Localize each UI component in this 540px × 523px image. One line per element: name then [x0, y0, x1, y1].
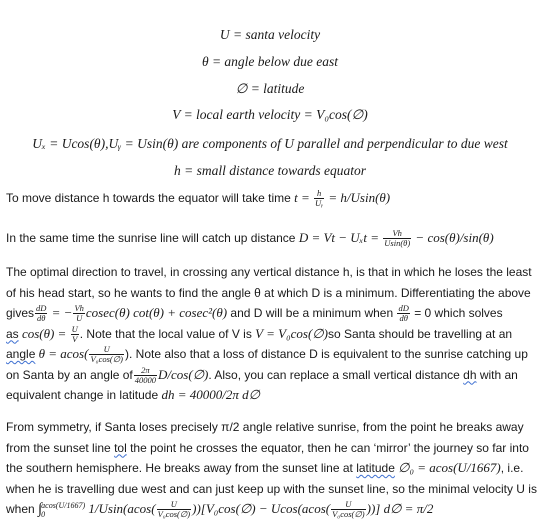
equation-santa-velocity: U = santa velocity [219, 27, 321, 42]
equation-earth-velocity: V = local earth velocity = V₀cos(∅) [172, 107, 368, 122]
fraction-u-over-v0cos-b: $\frac{U}{\text{V₀cos(∅)}}$ [332, 499, 365, 520]
fraction-u-over-v0cos-a: $\frac{U}{\text{V₀cos(∅)}}$ [157, 499, 191, 520]
equation-latitude: ∅ = latitude [235, 81, 305, 96]
fraction-vh-over-usin: $\frac{Vh}{Usin(\theta)}$ [384, 228, 411, 249]
paragraph-distance: In the same time the sunrise line will catch up distance D = Vt − Uₓt = $\frac{Vh}{Usin(\theta)}$ − cos(θ)/sin(θ) [6, 228, 494, 249]
fraction-vh-over-u: $\frac{Vh}{U}$ [74, 303, 84, 324]
equation-components: Uₓ = Ucos(θ),Uᵧ = Usin(θ) are components of U parallel and perpendicular to due west [32, 136, 508, 151]
paragraph-symmetry: From symmetry, if Santa loses precisely π/2 angle relative sunrise, from the point he breaks away from the sunset line tol the point he crosses the equator, then he can ‘mirror’ the journey so far into the southern hemisphere. He breaks away from the sunset line at latitude ∅₀ = acos(U/1667), i.e. when he is travelling due west and can just keep up with the sunset line, so the minimal velocity U is when ∫ acos(U/1667) 0 1/Usin(acos( $\frac{U}{\text{V₀cos(∅)}}$ ))[V₀cos(∅) − Ucos(acos( $\frac{U}{\text{V₀cos(∅)}}$ ))] d∅ = π/2 [6, 420, 537, 520]
fraction-dd-dtheta: $\frac{dD}{d\theta}$ [36, 303, 47, 324]
fraction-u-over-v: $\frac{U}{V}$ [71, 323, 78, 344]
paragraph-optimal-direction: The optimal direction to travel, in crossing any vertical distance h, is that in which he loses the least of his head start, so he wants to find the angle θ at which D is a minimum. Differentiating the above gives $\frac{dD}{d\theta}$ = − $\frac{Vh}{U}$ cosec(θ) cot(θ) + cosec²(θ) and D will be a minimum when $\frac{dD}{d\theta}$ = 0 which solves as cos(θ) = $\frac{U}{V}$ . Note that the local value of V is V = V₀cos(∅)so Santa should be travelling at an angle θ = acos( $\frac{U}{\text{V₀cos(∅)}}$ ). Note also that a loss of distance D is equivalent to the sunrise catching up on Santa by an angle of $\frac{2\pi}{40000}$ D/cos(∅). Also, you can replace a small vertical distance dh with an equivalent change in latitude dh = 40000/2π d∅ [6, 265, 532, 402]
fraction-h-over-uy: $\frac{h}{\text{Uᵧ}}$ [315, 188, 324, 209]
integral-symbol: ∫ [38, 501, 43, 517]
fraction-2pi-over-40000: $\frac{2\pi}{40000}$ [134, 364, 157, 385]
paragraph-time: To move distance h towards the equator will take time t = $\frac{h}{\text{Uᵧ}}$ = h/Usin(θ) [6, 188, 391, 209]
fraction-dd-dtheta-2: $\frac{dD}{d\theta}$ [398, 303, 409, 324]
equation-angle: θ = angle below due east [201, 54, 339, 69]
equation-small-distance: h = small distance towards equator [174, 163, 366, 178]
fraction-u-over-v0cos: $\frac{U}{\text{V₀cos(∅)}}$ [90, 344, 123, 365]
integral-limits: acos(U/1667) 0 [41, 500, 86, 519]
